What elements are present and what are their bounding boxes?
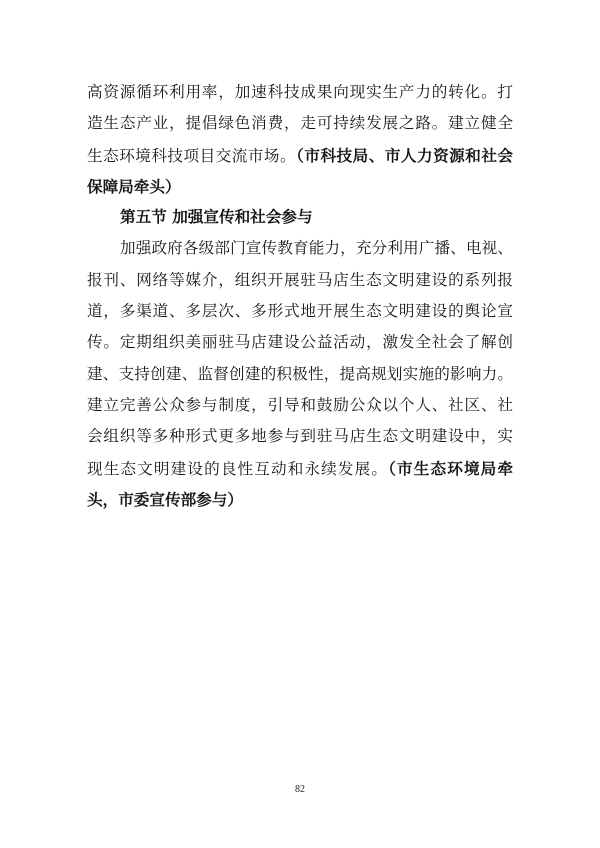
page-body [87, 77, 513, 515]
text-line [87, 265, 513, 296]
text-line [87, 453, 513, 484]
text-line [87, 359, 513, 390]
line-text: 生态环境科技项目交流市场。 [87, 146, 297, 165]
line-text: 加强政府各级部门宣传教育能力，充分利用广播、电视、 [120, 239, 513, 258]
text-line [87, 484, 513, 515]
text-line [87, 327, 513, 358]
line-text: 会组织等多种形式更多地参与到驻马店生态文明建设中，实 [87, 427, 513, 446]
line-text: 传。定期组织美丽驻马店建设公益活动，激发全社会了解创 [87, 333, 513, 352]
line-text: 建、支持创建、监督创建的积极性，提高规划实施的影响力。 [87, 364, 513, 383]
text-line [87, 233, 513, 264]
line-text: 现生态文明建设的良性互动和永续发展。 [87, 459, 389, 478]
section-heading: 第五节 加强宣传和社会参与 [120, 208, 313, 227]
line-text: 道，多渠道、多层次、多形式地开展生态文明建设的舆论宣 [87, 302, 513, 321]
line-text: 高资源循环利用率，加速科技成果向现实生产力的转化。打 [87, 83, 513, 101]
responsible-agency: 保障局牵头） [87, 176, 181, 196]
line-text: 报刊、网络等媒介，组织开展驻马店生态文明建设的系列报 [87, 270, 513, 289]
line-text: 造生态产业，提倡绿色消费，走可持续发展之路。建立健全 [87, 114, 513, 133]
responsible-agency: （市科技局、市人力资源和社会 [296, 145, 513, 165]
line-text: 建立完善公众参与制度，引导和鼓励公众以个人、社区、社 [87, 395, 513, 414]
text-line [87, 390, 513, 421]
section-paragraph [87, 233, 513, 515]
page-number: 82 [295, 784, 305, 795]
responsible-agency: （市生态环境局牵 [388, 458, 513, 478]
responsible-agency: 头，市委宣传部参与） [87, 489, 243, 509]
text-line [87, 140, 513, 171]
text-line [87, 296, 513, 327]
continued-paragraph [87, 77, 513, 202]
text-line [87, 171, 513, 202]
text-line [87, 108, 513, 139]
text-line [87, 77, 513, 108]
text-line [87, 421, 513, 452]
